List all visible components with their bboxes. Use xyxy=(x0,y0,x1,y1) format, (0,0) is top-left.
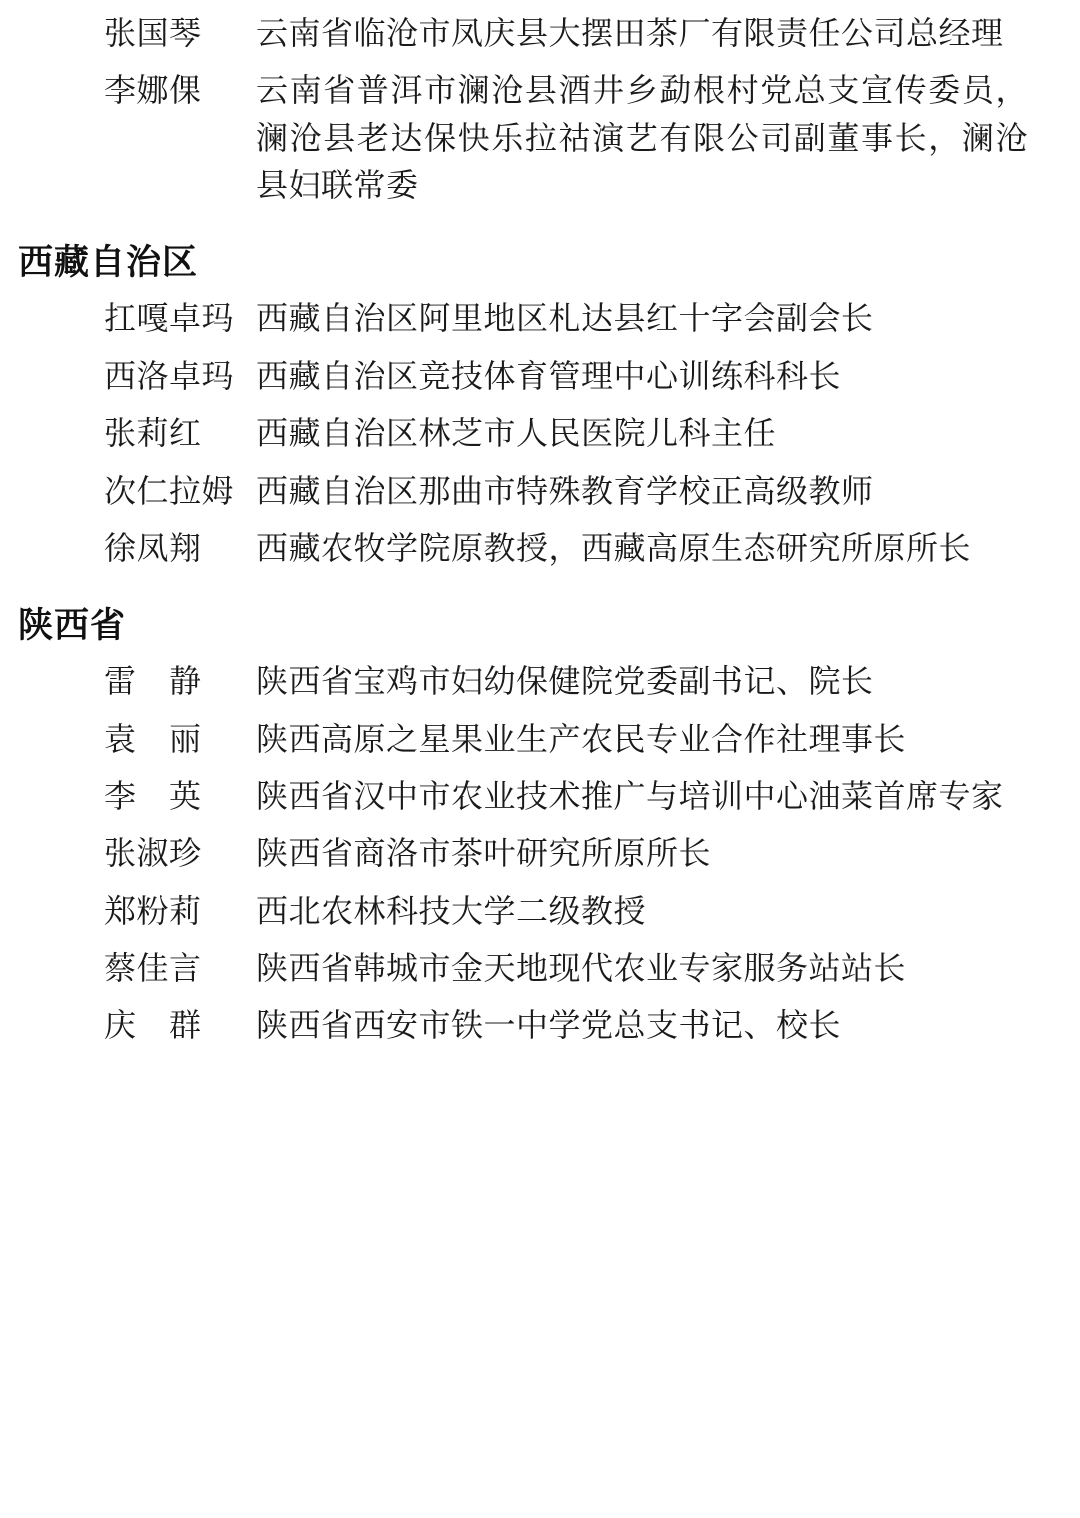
person-title: 西北农林科技大学二级教授 xyxy=(256,892,647,929)
list-item xyxy=(18,67,1040,209)
list-item xyxy=(18,468,1040,515)
person-title: 西藏自治区竞技体育管理中心训练科科长 xyxy=(256,357,842,394)
list-item xyxy=(18,888,1040,935)
section-shaanxi xyxy=(18,598,1040,1050)
person-name: 张莉红 xyxy=(104,415,202,452)
person-name: 徐凤翔 xyxy=(104,529,202,566)
person-name: 西洛卓玛 xyxy=(104,357,235,394)
list-item xyxy=(18,353,1040,400)
person-title: 陕西省西安市铁一中学党总支书记、校长 xyxy=(256,1007,842,1044)
person-name: 李娜倮 xyxy=(104,72,202,109)
person-name: 次仁拉姆 xyxy=(104,472,235,509)
person-title: 陕西省韩城市金天地现代农业专家服务站站长 xyxy=(256,950,907,987)
person-name: 郑粉莉 xyxy=(104,892,202,929)
section-heading: 西藏自治区 xyxy=(18,243,199,284)
person-name: 扛嘎卓玛 xyxy=(104,300,235,337)
list-item xyxy=(18,945,1040,992)
list-item xyxy=(18,10,1040,57)
person-name: 雷 静 xyxy=(104,663,202,700)
person-name: 李 英 xyxy=(104,777,202,814)
person-title: 云南省普洱市澜沧县酒井乡勐根村党总支宣传委员，澜沧县老达保快乐拉祜演艺有限公司副董事长，澜沧县妇联常委 xyxy=(256,72,1028,204)
list-item xyxy=(18,295,1040,342)
list-item xyxy=(18,1002,1040,1049)
list-item xyxy=(18,525,1040,572)
person-name: 庆 群 xyxy=(104,1007,202,1044)
list-item xyxy=(18,410,1040,457)
list-item xyxy=(18,773,1040,820)
list-item xyxy=(18,716,1040,763)
person-title: 云南省临沧市凤庆县大摆田茶厂有限责任公司总经理 xyxy=(256,15,1004,51)
person-title: 陕西省宝鸡市妇幼保健院党委副书记、院长 xyxy=(256,663,874,700)
person-title: 西藏农牧学院原教授，西藏高原生态研究所原所长 xyxy=(256,529,972,566)
person-name: 张国琴 xyxy=(104,15,202,51)
person-title: 西藏自治区那曲市特殊教育学校正高级教师 xyxy=(256,472,874,509)
list-item xyxy=(18,658,1040,705)
section-xizang xyxy=(18,235,1040,572)
person-title: 西藏自治区阿里地区札达县红十字会副会长 xyxy=(256,300,874,337)
list-item xyxy=(18,830,1040,877)
person-title: 陕西省汉中市农业技术推广与培训中心油菜首席专家 xyxy=(256,777,1004,814)
person-name: 蔡佳言 xyxy=(104,950,202,987)
section-yunnan-continued xyxy=(18,10,1040,209)
person-name: 袁 丽 xyxy=(104,720,202,757)
section-heading: 陕西省 xyxy=(18,606,127,647)
person-title: 陕西省商洛市茶叶研究所原所长 xyxy=(256,835,712,872)
person-name: 张淑珍 xyxy=(104,835,202,872)
person-title: 西藏自治区林芝市人民医院儿科主任 xyxy=(256,415,777,452)
person-title: 陕西高原之星果业生产农民专业合作社理事长 xyxy=(256,720,907,757)
